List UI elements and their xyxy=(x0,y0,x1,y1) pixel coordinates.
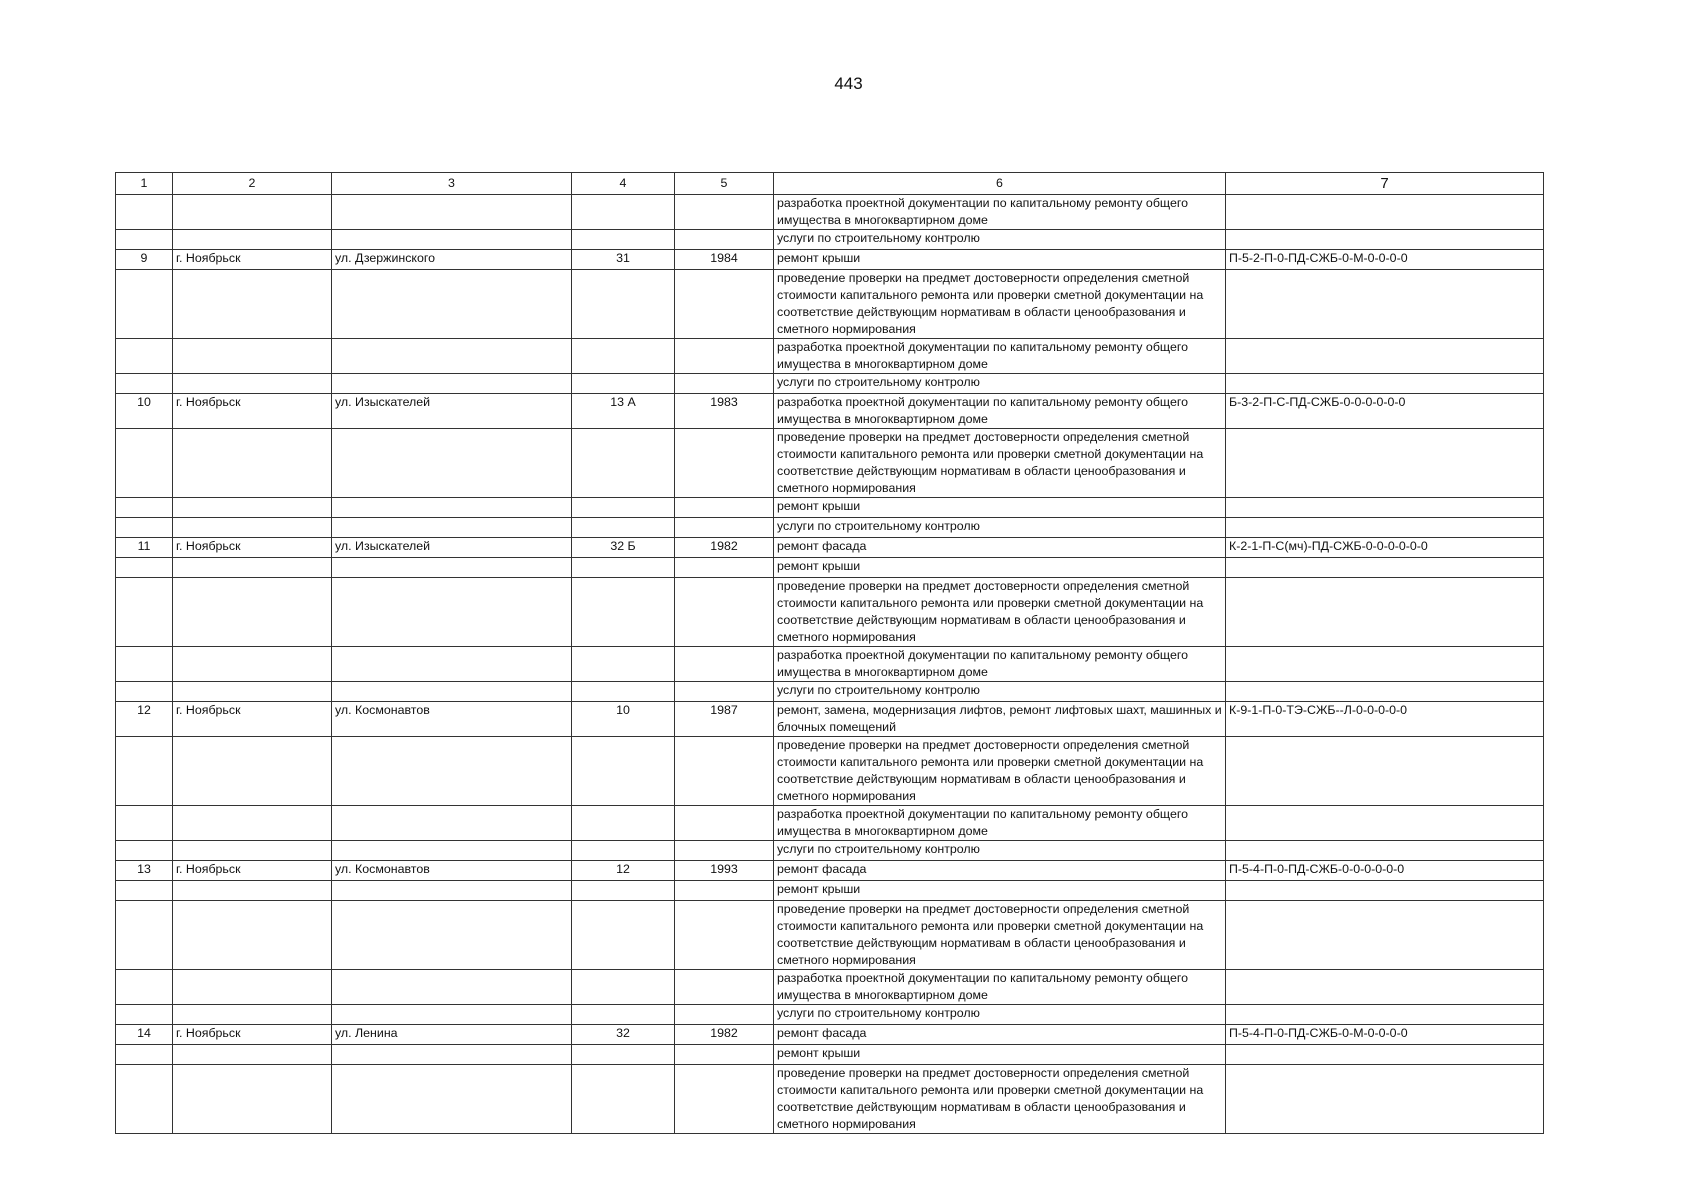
house-number-cell xyxy=(572,339,675,374)
year-cell xyxy=(675,1045,774,1065)
work-type-cell: проведение проверки на предмет достоверности определения сметной стоимости капитального ремонта или проверки сметной документации на соответствие действующим нормативам в области ценообразования и сметного нормирования xyxy=(774,578,1226,647)
city-cell xyxy=(173,374,332,394)
table-row xyxy=(116,578,1544,647)
city-cell xyxy=(173,230,332,250)
row-number-cell xyxy=(116,558,173,578)
building-code-cell xyxy=(1226,841,1544,861)
table-row xyxy=(116,394,1544,429)
work-type-cell: ремонт крыши xyxy=(774,1045,1226,1065)
building-code-cell xyxy=(1226,578,1544,647)
street-cell: ул. Изыскателей xyxy=(332,538,572,558)
building-code-cell xyxy=(1226,230,1544,250)
table-row xyxy=(116,538,1544,558)
work-type-cell: проведение проверки на предмет достоверности определения сметной стоимости капитального ремонта или проверки сметной документации на соответствие действующим нормативам в области ценообразования и сметного нормирования xyxy=(774,737,1226,806)
house-number-cell: 10 xyxy=(572,702,675,737)
header-cell-5: 5 xyxy=(675,173,774,195)
year-cell xyxy=(675,429,774,498)
street-cell xyxy=(332,518,572,538)
house-number-cell xyxy=(572,970,675,1005)
row-number-cell xyxy=(116,339,173,374)
building-code-cell xyxy=(1226,518,1544,538)
house-number-cell xyxy=(572,518,675,538)
work-type-cell: разработка проектной документации по капитальному ремонту общего имущества в многоквартирном доме xyxy=(774,970,1226,1005)
city-cell xyxy=(173,970,332,1005)
row-number-cell xyxy=(116,1045,173,1065)
year-cell xyxy=(675,270,774,339)
street-cell xyxy=(332,230,572,250)
year-cell xyxy=(675,737,774,806)
building-code-cell xyxy=(1226,806,1544,841)
row-number-cell xyxy=(116,195,173,230)
building-code-cell: Б-3-2-П-С-ПД-СЖБ-0-0-0-0-0-0 xyxy=(1226,394,1544,429)
building-code-cell xyxy=(1226,498,1544,518)
house-number-cell xyxy=(572,578,675,647)
year-cell xyxy=(675,647,774,682)
year-cell xyxy=(675,498,774,518)
street-cell xyxy=(332,737,572,806)
table-row xyxy=(116,498,1544,518)
row-number-cell xyxy=(116,682,173,702)
table-row xyxy=(116,1025,1544,1045)
year-cell xyxy=(675,339,774,374)
building-code-cell xyxy=(1226,901,1544,970)
year-cell xyxy=(675,682,774,702)
table-row xyxy=(116,682,1544,702)
street-cell xyxy=(332,195,572,230)
house-number-cell xyxy=(572,195,675,230)
building-code-cell xyxy=(1226,1005,1544,1025)
building-code-cell xyxy=(1226,737,1544,806)
year-cell xyxy=(675,558,774,578)
header-cell-2: 2 xyxy=(173,173,332,195)
work-type-cell: проведение проверки на предмет достоверности определения сметной стоимости капитального ремонта или проверки сметной документации на соответствие действующим нормативам в области ценообразования и сметного нормирования xyxy=(774,1065,1226,1134)
house-number-cell: 31 xyxy=(572,250,675,270)
year-cell xyxy=(675,806,774,841)
table-row xyxy=(116,230,1544,250)
row-number-cell xyxy=(116,374,173,394)
year-cell: 1982 xyxy=(675,1025,774,1045)
work-type-cell: услуги по строительному контролю xyxy=(774,518,1226,538)
year-cell: 1983 xyxy=(675,394,774,429)
year-cell xyxy=(675,518,774,538)
city-cell xyxy=(173,339,332,374)
table-row xyxy=(116,861,1544,881)
row-number-cell xyxy=(116,270,173,339)
building-code-cell xyxy=(1226,374,1544,394)
city-cell xyxy=(173,429,332,498)
house-number-cell xyxy=(572,1065,675,1134)
house-number-cell xyxy=(572,230,675,250)
work-type-cell: ремонт крыши xyxy=(774,250,1226,270)
year-cell xyxy=(675,1065,774,1134)
work-type-cell: разработка проектной документации по капитальному ремонту общего имущества в многоквартирном доме xyxy=(774,806,1226,841)
header-cell-6: 6 xyxy=(774,173,1226,195)
row-number-cell xyxy=(116,498,173,518)
house-number-cell xyxy=(572,270,675,339)
house-number-cell xyxy=(572,647,675,682)
house-number-cell: 32 Б xyxy=(572,538,675,558)
street-cell: ул. Дзержинского xyxy=(332,250,572,270)
year-cell xyxy=(675,374,774,394)
street-cell: ул. Ленина xyxy=(332,1025,572,1045)
house-number-cell xyxy=(572,374,675,394)
header-cell-1: 1 xyxy=(116,173,173,195)
page-number: 443 xyxy=(834,74,863,93)
year-cell: 1982 xyxy=(675,538,774,558)
row-number-cell xyxy=(116,901,173,970)
building-code-cell: П-5-4-П-0-ПД-СЖБ-0-0-0-0-0-0 xyxy=(1226,861,1544,881)
repair-registry-table xyxy=(115,172,1544,1134)
city-cell: г. Ноябрьск xyxy=(173,394,332,429)
city-cell xyxy=(173,737,332,806)
year-cell xyxy=(675,901,774,970)
house-number-cell xyxy=(572,806,675,841)
work-type-cell: разработка проектной документации по капитальному ремонту общего имущества в многоквартирном доме xyxy=(774,647,1226,682)
table-row xyxy=(116,1005,1544,1025)
street-cell xyxy=(332,270,572,339)
row-number-cell xyxy=(116,737,173,806)
street-cell: ул. Космонавтов xyxy=(332,702,572,737)
work-type-cell: проведение проверки на предмет достоверности определения сметной стоимости капитального ремонта или проверки сметной документации на соответствие действующим нормативам в области ценообразования и сметного нормирования xyxy=(774,901,1226,970)
work-type-cell: разработка проектной документации по капитальному ремонту общего имущества в многоквартирном доме xyxy=(774,195,1226,230)
year-cell xyxy=(675,841,774,861)
house-number-cell xyxy=(572,737,675,806)
city-cell xyxy=(173,682,332,702)
building-code-cell xyxy=(1226,270,1544,339)
row-number-cell: 9 xyxy=(116,250,173,270)
table-row xyxy=(116,558,1544,578)
header-cell-3: 3 xyxy=(332,173,572,195)
house-number-cell xyxy=(572,1045,675,1065)
work-type-cell: услуги по строительному контролю xyxy=(774,682,1226,702)
table-row xyxy=(116,647,1544,682)
house-number-cell xyxy=(572,558,675,578)
work-type-cell: услуги по строительному контролю xyxy=(774,841,1226,861)
table-row xyxy=(116,841,1544,861)
row-number-cell: 12 xyxy=(116,702,173,737)
table-row xyxy=(116,270,1544,339)
work-type-cell: ремонт крыши xyxy=(774,558,1226,578)
street-cell xyxy=(332,558,572,578)
table-row xyxy=(116,374,1544,394)
work-type-cell: разработка проектной документации по капитальному ремонту общего имущества в многоквартирном доме xyxy=(774,394,1226,429)
work-type-cell: проведение проверки на предмет достоверности определения сметной стоимости капитального ремонта или проверки сметной документации на соответствие действующим нормативам в области ценообразования и сметного нормирования xyxy=(774,270,1226,339)
street-cell: ул. Космонавтов xyxy=(332,861,572,881)
building-code-cell xyxy=(1226,970,1544,1005)
building-code-cell xyxy=(1226,1045,1544,1065)
row-number-cell: 11 xyxy=(116,538,173,558)
row-number-cell xyxy=(116,1005,173,1025)
year-cell xyxy=(675,195,774,230)
city-cell xyxy=(173,806,332,841)
building-code-cell: П-5-2-П-0-ПД-СЖБ-0-М-0-0-0-0 xyxy=(1226,250,1544,270)
work-type-cell: услуги по строительному контролю xyxy=(774,374,1226,394)
header-row xyxy=(116,173,1544,195)
city-cell xyxy=(173,1045,332,1065)
table-row xyxy=(116,518,1544,538)
street-cell xyxy=(332,682,572,702)
street-cell xyxy=(332,429,572,498)
row-number-cell: 13 xyxy=(116,861,173,881)
building-code-cell: К-9-1-П-0-ТЭ-СЖБ--Л-0-0-0-0-0 xyxy=(1226,702,1544,737)
row-number-cell xyxy=(116,881,173,901)
table-row xyxy=(116,881,1544,901)
building-code-cell xyxy=(1226,558,1544,578)
year-cell: 1987 xyxy=(675,702,774,737)
city-cell xyxy=(173,881,332,901)
house-number-cell xyxy=(572,429,675,498)
house-number-cell xyxy=(572,901,675,970)
street-cell xyxy=(332,498,572,518)
year-cell: 1993 xyxy=(675,861,774,881)
work-type-cell: ремонт фасада xyxy=(774,538,1226,558)
city-cell xyxy=(173,901,332,970)
row-number-cell xyxy=(116,429,173,498)
year-cell: 1984 xyxy=(675,250,774,270)
house-number-cell: 13 А xyxy=(572,394,675,429)
table-row xyxy=(116,901,1544,970)
building-code-cell: К-2-1-П-С(мч)-ПД-СЖБ-0-0-0-0-0-0 xyxy=(1226,538,1544,558)
house-number-cell xyxy=(572,682,675,702)
street-cell: ул. Изыскателей xyxy=(332,394,572,429)
city-cell xyxy=(173,578,332,647)
work-type-cell: ремонт крыши xyxy=(774,498,1226,518)
table-row xyxy=(116,1045,1544,1065)
table-row xyxy=(116,195,1544,230)
city-cell xyxy=(173,498,332,518)
table-row xyxy=(116,250,1544,270)
street-cell xyxy=(332,881,572,901)
year-cell xyxy=(675,230,774,250)
row-number-cell xyxy=(116,841,173,861)
house-number-cell: 32 xyxy=(572,1025,675,1045)
house-number-cell xyxy=(572,498,675,518)
street-cell xyxy=(332,970,572,1005)
table-row xyxy=(116,1065,1544,1134)
building-code-cell xyxy=(1226,1065,1544,1134)
row-number-cell xyxy=(116,970,173,1005)
work-type-cell: услуги по строительному контролю xyxy=(774,1005,1226,1025)
row-number-cell xyxy=(116,1065,173,1134)
row-number-cell: 10 xyxy=(116,394,173,429)
city-cell xyxy=(173,647,332,682)
year-cell xyxy=(675,881,774,901)
work-type-cell: услуги по строительному контролю xyxy=(774,230,1226,250)
building-code-cell xyxy=(1226,881,1544,901)
city-cell xyxy=(173,1065,332,1134)
street-cell xyxy=(332,374,572,394)
table-row xyxy=(116,806,1544,841)
header-cell-7: 7 xyxy=(1226,173,1544,195)
building-code-cell xyxy=(1226,195,1544,230)
street-cell xyxy=(332,901,572,970)
row-number-cell xyxy=(116,806,173,841)
row-number-cell xyxy=(116,578,173,647)
table-row xyxy=(116,339,1544,374)
header-cell-4: 4 xyxy=(572,173,675,195)
table-row xyxy=(116,970,1544,1005)
street-cell xyxy=(332,339,572,374)
table-row xyxy=(116,737,1544,806)
work-type-cell: разработка проектной документации по капитальному ремонту общего имущества в многоквартирном доме xyxy=(774,339,1226,374)
city-cell xyxy=(173,195,332,230)
row-number-cell xyxy=(116,230,173,250)
row-number-cell xyxy=(116,518,173,538)
building-code-cell xyxy=(1226,682,1544,702)
year-cell xyxy=(675,970,774,1005)
building-code-cell xyxy=(1226,429,1544,498)
work-type-cell: ремонт фасада xyxy=(774,1025,1226,1045)
street-cell xyxy=(332,1005,572,1025)
house-number-cell xyxy=(572,881,675,901)
building-code-cell xyxy=(1226,647,1544,682)
city-cell xyxy=(173,518,332,538)
building-code-cell xyxy=(1226,339,1544,374)
street-cell xyxy=(332,841,572,861)
work-type-cell: ремонт фасада xyxy=(774,861,1226,881)
city-cell xyxy=(173,1005,332,1025)
work-type-cell: ремонт крыши xyxy=(774,881,1226,901)
street-cell xyxy=(332,806,572,841)
city-cell xyxy=(173,841,332,861)
street-cell xyxy=(332,578,572,647)
table-row xyxy=(116,429,1544,498)
city-cell: г. Ноябрьск xyxy=(173,1025,332,1045)
street-cell xyxy=(332,1045,572,1065)
work-type-cell: проведение проверки на предмет достоверности определения сметной стоимости капитального ремонта или проверки сметной документации на соответствие действующим нормативам в области ценообразования и сметного нормирования xyxy=(774,429,1226,498)
street-cell xyxy=(332,1065,572,1134)
house-number-cell: 12 xyxy=(572,861,675,881)
building-code-cell: П-5-4-П-0-ПД-СЖБ-0-М-0-0-0-0 xyxy=(1226,1025,1544,1045)
city-cell xyxy=(173,558,332,578)
year-cell xyxy=(675,578,774,647)
year-cell xyxy=(675,1005,774,1025)
city-cell xyxy=(173,270,332,339)
street-cell xyxy=(332,647,572,682)
city-cell: г. Ноябрьск xyxy=(173,861,332,881)
city-cell: г. Ноябрьск xyxy=(173,250,332,270)
city-cell: г. Ноябрьск xyxy=(173,702,332,737)
work-type-cell: ремонт, замена, модернизация лифтов, ремонт лифтовых шахт, машинных и блочных помещений xyxy=(774,702,1226,737)
table-row xyxy=(116,702,1544,737)
city-cell: г. Ноябрьск xyxy=(173,538,332,558)
row-number-cell: 14 xyxy=(116,1025,173,1045)
house-number-cell xyxy=(572,1005,675,1025)
house-number-cell xyxy=(572,841,675,861)
row-number-cell xyxy=(116,647,173,682)
